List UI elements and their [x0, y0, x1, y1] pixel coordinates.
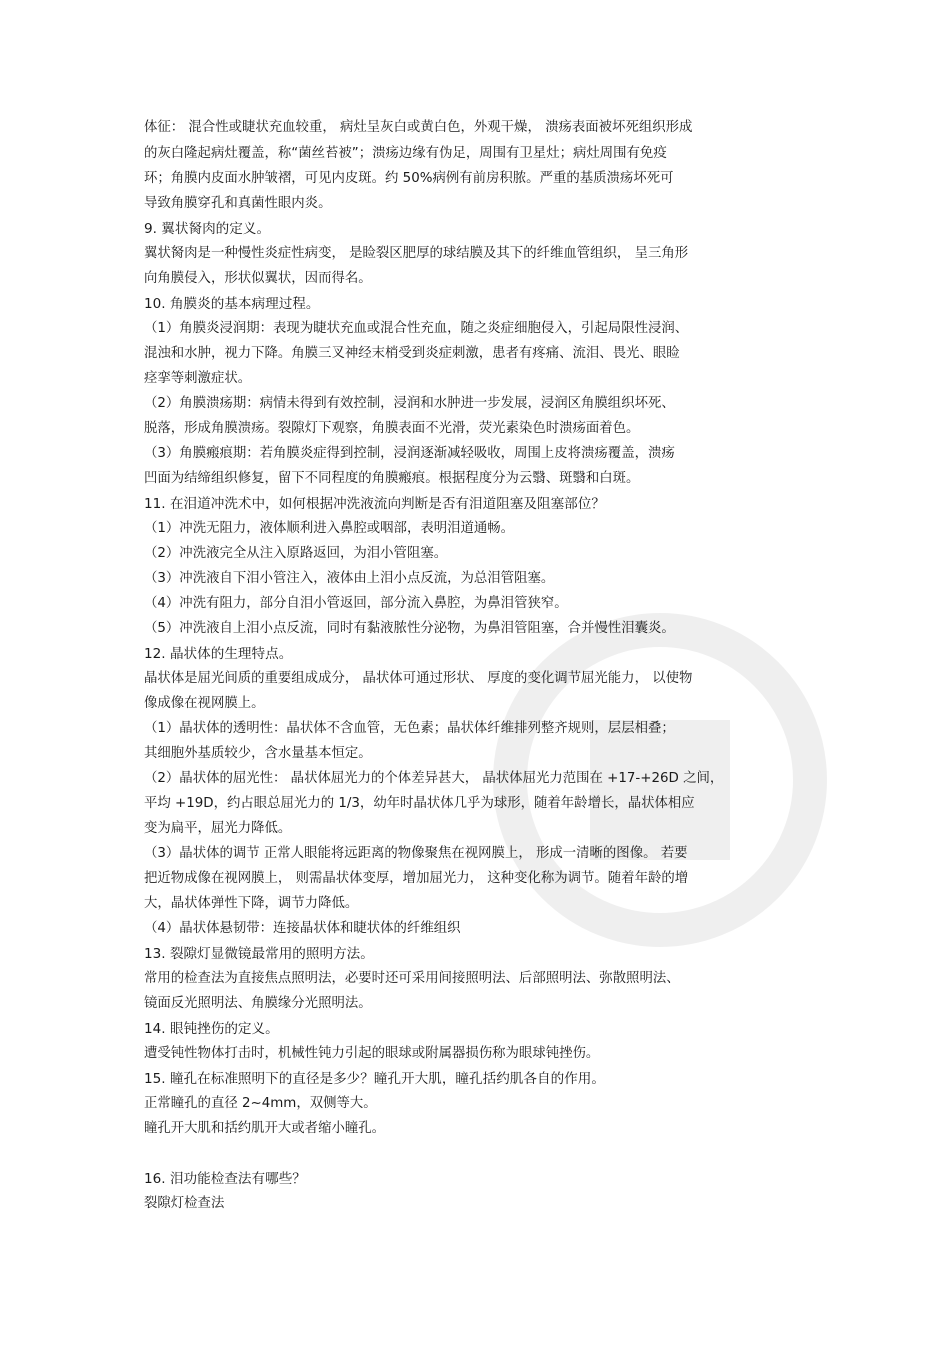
text-line: 镜面反光照明法、角膜缘分光照明法。	[144, 996, 372, 1011]
text-line: （2）角膜溃疡期：病情未得到有效控制，浸润和水肿进一步发展，浸润区角膜组织坏死、	[144, 396, 675, 411]
text-line: （4）晶状体悬韧带：连接晶状体和睫状体的纤维组织	[144, 921, 461, 936]
text-line: （3）角膜瘢痕期：若角膜炎症得到控制，浸润逐渐减轻吸收，周围上皮将溃疡覆盖，溃疡	[144, 446, 675, 461]
question-heading: 13. 裂隙灯显微镜最常用的照明方法。	[144, 946, 374, 962]
text-line: （1）晶状体的透明性：晶状体不含血管，无色素；晶状体纤维排列整齐规则，层层相叠；	[144, 721, 675, 736]
text-line: 导致角膜穿孔和真菌性眼内炎。	[144, 196, 332, 211]
text-line: 裂隙灯检查法	[144, 1196, 225, 1211]
question-heading: 15. 瞳孔在标准照明下的直径是多少？瞳孔开大肌，瞳孔括约肌各自的作用。	[144, 1071, 605, 1087]
text-line: （3）晶状体的调节 正常人眼能将远距离的物像聚焦在视网膜上， 形成一清晰的图像。 若要	[144, 846, 688, 861]
text-line: 脱落，形成角膜溃疡。裂隙灯下观察，角膜表面不光滑，荧光素染色时溃疡面着色。	[144, 421, 640, 436]
question-heading: 10. 角膜炎的基本病理过程。	[144, 296, 320, 312]
text-line: 痉挛等刺激症状。	[144, 371, 252, 386]
text-line: 像成像在视网膜上。	[144, 696, 265, 711]
text-line: 翼状胬肉是一种慢性炎症性病变， 是睑裂区肥厚的球结膜及其下的纤维血管组织， 呈三角形	[144, 246, 689, 261]
text-line: 瞳孔开大肌和括约肌开大或者缩小瞳孔。	[144, 1121, 386, 1136]
question-heading: 14. 眼钝挫伤的定义。	[144, 1021, 279, 1037]
text-line: 把近物成像在视网膜上， 则需晶状体变厚，增加屈光力， 这种变化称为调节。随着年龄的增	[144, 871, 689, 886]
text-line: （1）冲洗无阻力，液体顺利进入鼻腔或咽部，表明泪道通畅。	[144, 521, 515, 536]
text-line: 常用的检查法为直接焦点照明法，必要时还可采用间接照明法、后部照明法、弥散照明法、	[144, 971, 680, 986]
text-line: 晶状体是屈光间质的重要组成成分， 晶状体可通过形状、 厚度的变化调节屈光能力， 以使物	[144, 671, 693, 686]
text-line: （4）冲洗有阻力，部分自泪小管返回，部分流入鼻腔，为鼻泪管狭窄。	[144, 596, 568, 611]
text-line: （2）晶状体的屈光性： 晶状体屈光力的个体差异甚大， 晶状体屈光力范围在 +17-+26D 之间，	[144, 771, 724, 786]
text-line: 遭受钝性物体打击时，机械性钝力引起的眼球或附属器损伤称为眼球钝挫伤。	[144, 1046, 600, 1061]
text-line: 平均 +19D，约占眼总屈光力的 1/3，幼年时晶状体几乎为球形，随着年龄增长，晶状体相应	[144, 796, 695, 811]
text-line: 体征： 混合性或睫状充血较重， 病灶呈灰白或黄白色，外观干燥， 溃疡表面被坏死组织形成	[144, 120, 693, 135]
text-line: 向角膜侵入，形状似翼状，因而得名。	[144, 271, 372, 286]
text-line: 变为扁平，屈光力降低。	[144, 821, 292, 836]
text-line: 其细胞外基质较少，含水量基本恒定。	[144, 746, 372, 761]
text-line: 的灰白隆起病灶覆盖，称“菌丝苔被”；溃疡边缘有伪足，周围有卫星灶；病灶周围有免疫	[144, 146, 667, 161]
text-line: 混浊和水肿，视力下降。角膜三叉神经末梢受到炎症刺激，患者有疼痛、流泪、畏光、眼睑	[144, 346, 680, 361]
text-line: 大，晶状体弹性下降，调节力降低。	[144, 896, 359, 911]
question-heading: 16. 泪功能检查法有哪些？	[144, 1171, 306, 1187]
text-line: 凹面为结缔组织修复，留下不同程度的角膜瘢痕。根据程度分为云翳、斑翳和白斑。	[144, 471, 640, 486]
question-heading: 11. 在泪道冲洗术中，如何根据冲洗液流向判断是否有泪道阻塞及阻塞部位？	[144, 496, 605, 512]
text-line: 正常瞳孔的直径 2~4mm，双侧等大。	[144, 1096, 377, 1111]
text-line: 环；角膜内皮面水肿皱褶，可见内皮斑。约 50%病例有前房积脓。严重的基质溃疡坏死可	[144, 171, 674, 186]
text-line: （3）冲洗液自下泪小管注入，液体由上泪小点反流，为总泪管阻塞。	[144, 571, 555, 586]
text-line: （5）冲洗液自上泪小点反流，同时有黏液脓性分泌物，为鼻泪管阻塞，合并慢性泪囊炎。	[144, 621, 675, 636]
text-line: （1）角膜炎浸润期：表现为睫状充血或混合性充血，随之炎症细胞侵入，引起局限性浸润、	[144, 321, 689, 336]
question-heading: 9. 翼状胬肉的定义。	[144, 221, 271, 237]
text-line: （2）冲洗液完全从注入原路返回，为泪小管阻塞。	[144, 546, 448, 561]
question-heading: 12. 晶状体的生理特点。	[144, 646, 293, 662]
